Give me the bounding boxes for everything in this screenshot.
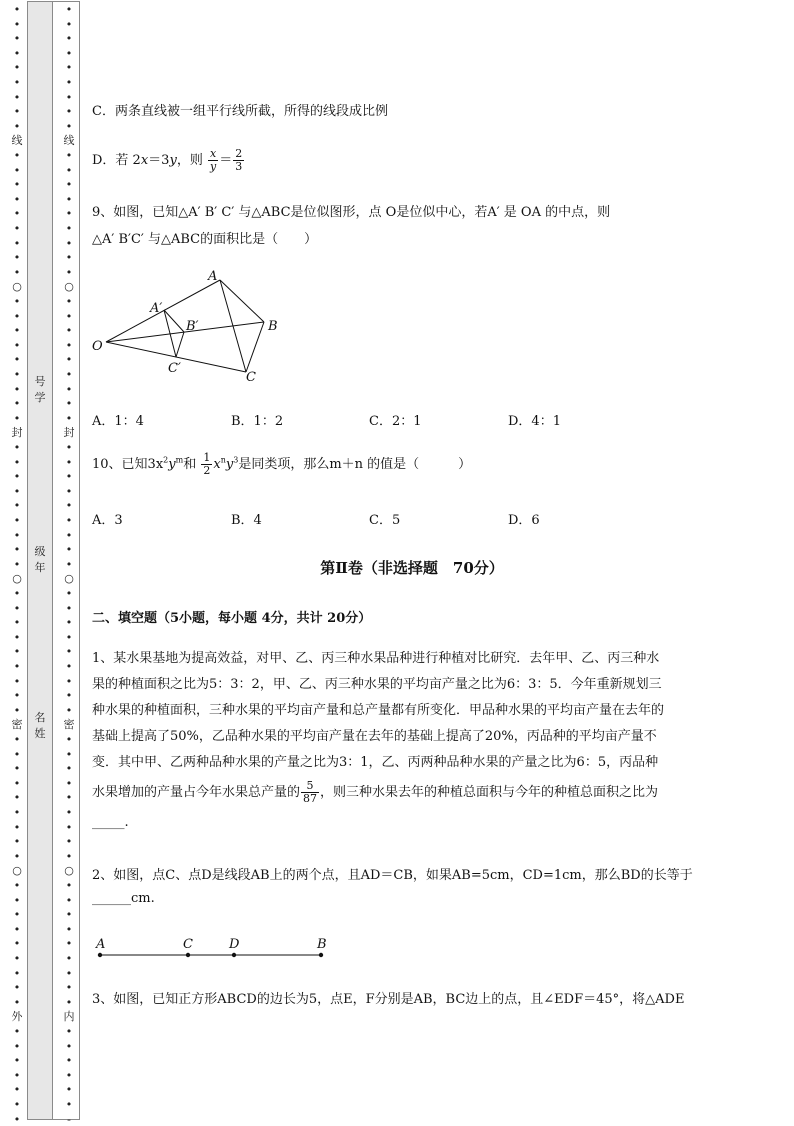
binding-dot: • [13,835,21,849]
binding-dot: • [13,455,21,469]
binding-dot: • [65,295,73,308]
binding-dot: • [13,1068,21,1082]
binding-dot: • [65,893,73,907]
binding-dot: • [65,1068,73,1082]
q9-choice-b[interactable]: B．1：2 [231,414,284,429]
binding-dot: • [13,324,21,338]
binding-dot: • [65,1098,73,1111]
q9-label-b-prime: B′ [186,319,199,334]
binding-dot: • [13,995,21,1009]
binding-dot: • [13,382,21,396]
binding-dot: • [13,46,21,60]
binding-dot: • [65,382,73,396]
q9-stem-line1: 9、如图，已知△A′ B′ C′ 与△ABC是位似图形，点 O是位似中心，若A′ 是 OA 的中点，则 [92,205,611,220]
binding-label: 线 [11,134,23,148]
binding-dot: • [65,222,73,235]
fill2-answer-blank[interactable]: ______cm. [92,891,155,906]
q10-choice-b[interactable]: B．4 [231,513,262,528]
binding-dot: • [13,470,21,484]
fill2-label-a: A [96,937,106,952]
binding-dot: • [13,528,21,542]
q10-stem: 10、已知$3x^2y^m$和 $\frac{1}{2}$ $x^ny^3$是同类项，那么m＋n 的值是（ ） [92,451,472,477]
binding-dot: • [13,207,21,221]
binding-dot: • [13,630,21,644]
binding-dot: • [65,76,73,89]
q9-label-a: A [208,269,218,284]
binding-dot: • [65,1039,73,1053]
fill2-label-b: B [317,937,327,952]
binding-dot: • [13,981,21,995]
q9-homothety-figure [92,262,292,387]
binding-dot: • [13,484,21,498]
binding-dot: • [13,645,21,659]
binding-dot: • [13,543,21,557]
binding-dot: • [65,368,73,381]
binding-dot: • [13,674,21,688]
q8-fraction-23: $\frac{2}{3}$ [235,147,243,173]
binding-dot: • [65,353,73,367]
q10-choice-a[interactable]: A．3 [92,513,123,528]
binding-dot: • [65,1025,73,1038]
binding-dot: • [65,630,73,644]
binding-dot: • [13,76,21,89]
binding-circle: ○ [64,280,74,294]
binding-dot: • [65,922,73,936]
binding-dot: • [65,703,73,717]
binding-dot: • [13,178,21,192]
binding-dot: • [65,908,73,922]
binding-dot: • [65,660,73,673]
q9-label-o: O [92,339,103,354]
binding-dot: • [13,922,21,936]
point-b [319,953,323,957]
binding-dot: • [65,455,73,469]
binding-dot: • [13,368,21,381]
binding-dot: • [13,441,21,454]
binding-dot: • [13,587,21,600]
binding-dot: • [65,587,73,600]
fill1-answer-blank[interactable]: _____. [92,815,129,830]
q9-label-c: C [246,370,256,385]
binding-dot: • [65,163,73,177]
q8-option-c: C．两条直线被一组平行线所截，所得的线段成比例 [92,104,388,119]
binding-dot: • [13,411,21,425]
fill2-label-d: D [229,937,240,952]
binding-dot: • [65,119,73,133]
binding-dot: • [65,689,73,703]
binding-dot: • [65,543,73,557]
binding-dot: • [65,966,73,980]
binding-dots-outer [10,0,24,1126]
q9-choice-c[interactable]: C．2：1 [369,414,422,429]
binding-dot: • [65,32,73,46]
binding-dot: • [65,411,73,425]
binding-dot: • [65,820,73,834]
binding-dot: • [65,1054,73,1068]
binding-label: 密 [11,718,23,732]
binding-dot: • [13,937,21,951]
binding-dot: • [65,674,73,688]
binding-dot: • [13,338,21,352]
binding-dot: • [65,557,73,571]
binding-dot: • [13,1083,21,1097]
binding-circle: ○ [64,572,74,586]
binding-dot: • [65,981,73,995]
binding-label: 封 [11,426,23,440]
binding-dot: • [65,776,73,790]
binding-dot: • [13,820,21,834]
binding-dot: • [13,557,21,571]
q9-label-c-prime: C′ [168,361,181,376]
binding-label: 线 [63,134,75,148]
binding-dot: • [65,207,73,221]
binding-dot: • [65,806,73,819]
binding-dot: • [65,324,73,338]
q8-fraction-xy: $\frac{x}{y}$ [209,147,217,173]
q8-option-d: D．若 2x＝3y，则 $\frac{x}{y}$ ＝ $\frac{2}{3}$ [92,147,243,173]
binding-dot: • [65,178,73,192]
binding-dot: • [13,236,21,250]
binding-dot: • [65,762,73,776]
binding-dot: • [65,835,73,849]
binding-dot: • [65,3,73,16]
binding-dot: • [65,90,73,104]
q10-choice-d[interactable]: D．6 [508,513,540,528]
binding-circle: ○ [12,572,22,586]
point-c [186,953,190,957]
binding-dot: • [13,32,21,46]
binding-dot: • [13,879,21,892]
fill1-paragraph: 1、某水果基地为提高效益，对甲、乙、丙三种水果品种进行种植对比研究．去年甲、乙、丙三种水 果的种植面积之比为5：3：2，甲、乙、丙三种水果的平均亩产量之比为6：3：5．今年重新规划三 种水果的种植面积，三种水果的平均亩产量和总产量都有所变化．甲品种水果的平均亩产量在去年的 基础上提高了50%，乙品种水果的平均亩产量在去年的基础上提高了20%，丙品种的平均亩产量不 变．其中甲、乙两种品种水果的产量之比为3：1，乙、丙两种品种水果的产量之比为6：5，丙品种 水果增加的产量占今年水果总产量的 $\frac{5}{87}$ ，则三种水果去年的种植总面积与今年的种植总面积之比为 _____. [92,646,744,836]
binding-dot: • [13,966,21,980]
binding-dot: • [13,849,21,863]
binding-dot: • [13,192,21,206]
binding-dot: • [13,119,21,133]
binding-dot: • [13,703,21,717]
fill1-fraction: $\frac{5}{87}$ [303,779,318,805]
binding-dot: • [13,791,21,805]
binding-label: 内 [63,1010,75,1024]
binding-dot: • [65,309,73,323]
binding-dot: • [65,338,73,352]
binding-dot: • [13,1025,21,1038]
binding-dot: • [13,90,21,104]
binding-dot: • [65,17,73,31]
binding-dot: • [13,514,21,527]
binding-dot: • [65,265,73,279]
q10-fraction-half: $\frac{1}{2}$ [203,451,211,477]
binding-dot: • [65,791,73,805]
binding-dot: • [65,879,73,892]
point-d [232,953,236,957]
binding-dot: • [13,733,21,746]
binding-dot: • [65,149,73,162]
binding-dot: • [65,645,73,659]
binding-dot: • [13,105,21,119]
binding-dot: • [65,952,73,965]
binding-dot: • [13,601,21,615]
binding-dot: • [65,528,73,542]
binding-dot: • [65,514,73,527]
binding-dot: • [13,265,21,279]
q9-label-a-prime: A′ [150,301,163,316]
binding-dot: • [13,1098,21,1111]
binding-dot: • [65,397,73,411]
binding-dot: • [65,251,73,265]
binding-circle: ○ [12,864,22,878]
fill-in-part-title: 二、填空题（5小题，每小题 4分，共计 20分） [92,611,372,626]
binding-dot: • [65,192,73,206]
q9-choice-d[interactable]: D．4：1 [508,414,561,429]
binding-dot: • [13,747,21,761]
binding-dot: • [65,484,73,498]
binding-dots-inner [62,0,76,1126]
binding-dot: • [65,937,73,951]
fill2-segment-figure [92,935,342,965]
binding-dot: • [13,689,21,703]
binding-dot: • [65,236,73,250]
binding-dot: • [13,309,21,323]
binding-dot: • [13,893,21,907]
binding-dot: • [65,105,73,119]
binding-dot: • [13,660,21,673]
binding-dot: • [65,733,73,746]
binding-label: 密 [63,718,75,732]
binding-label: 外 [11,1010,23,1024]
binding-dot: • [13,1112,21,1126]
binding-dot: • [13,952,21,965]
binding-dot: • [65,441,73,454]
binding-dot: • [13,499,21,513]
fill3-stem: 3、如图，已知正方形ABCD的边长为5，点E，F分别是AB，BC边上的点，且∠EDF＝45°，将△ADE [92,992,685,1007]
binding-dot: • [13,1054,21,1068]
fill2-stem: 2、如图，点C、点D是线段AB上的两个点，且AD＝CB，如果AB=5cm，CD=1cm，那么BD的长等于 [92,868,693,883]
binding-dot: • [13,762,21,776]
binding-dot: • [65,1083,73,1097]
fill2-label-c: C [183,937,193,952]
binding-dot: • [65,46,73,60]
field-student-number: 号 学 [34,375,46,404]
binding-dot: • [13,397,21,411]
q10-choice-c[interactable]: C．5 [369,513,401,528]
binding-dot: - [67,1112,71,1126]
binding-dot: • [13,61,21,75]
binding-dot: • [13,295,21,308]
binding-dot: • [13,17,21,31]
field-grade: 级 年 [34,545,46,574]
binding-dot: • [13,251,21,265]
binding-dot: • [13,806,21,819]
binding-circle: ○ [12,280,22,294]
binding-dot: • [65,470,73,484]
q9-stem-line2: △A′ B′C′ 与△ABC的面积比是（ ） [92,232,318,247]
section-2-title: 第Ⅱ卷（非选择题 70分） [320,559,504,577]
q9-label-b: B [268,319,278,334]
binding-dot: • [65,995,73,1009]
binding-dot: • [13,353,21,367]
binding-dot: • [13,163,21,177]
binding-dot: • [13,908,21,922]
binding-dot: • [13,222,21,235]
binding-dot: • [65,61,73,75]
binding-dot: • [65,499,73,513]
field-name: 名 姓 [34,711,46,740]
binding-dot: • [13,616,21,630]
binding-label: 封 [63,426,75,440]
binding-dot: • [65,616,73,630]
binding-dot: • [13,776,21,790]
binding-dot: • [13,149,21,162]
binding-dot: • [65,747,73,761]
binding-dot: • [13,3,21,16]
point-a [98,953,102,957]
binding-dot: • [13,1039,21,1053]
q9-choice-a[interactable]: A．1：4 [92,414,144,429]
binding-dot: • [65,601,73,615]
binding-dot: • [65,849,73,863]
binding-circle: ○ [64,864,74,878]
